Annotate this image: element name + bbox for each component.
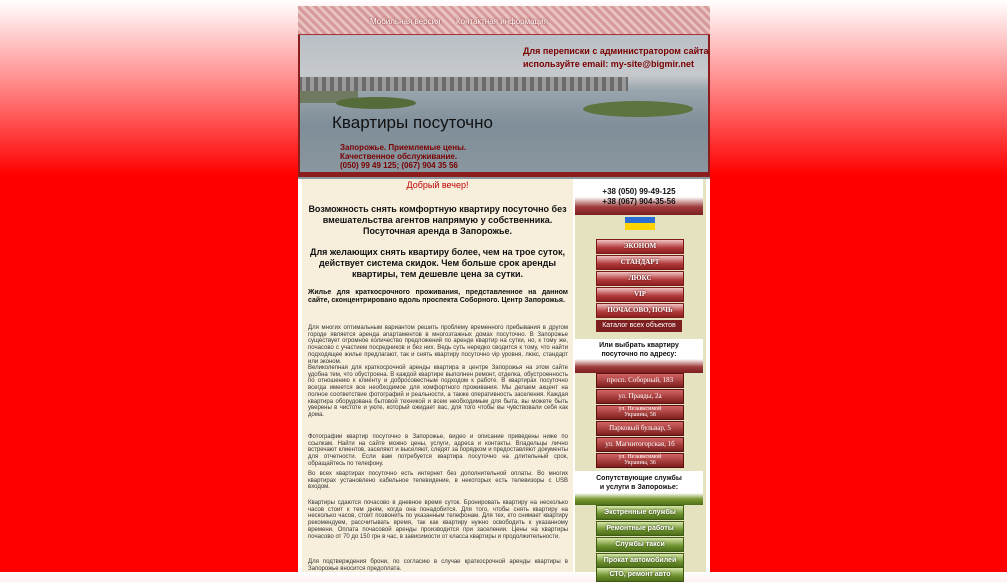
address-link[interactable]: просп. Соборный, 183 bbox=[596, 373, 684, 388]
menu-standard-button[interactable]: СТАНДАРТ bbox=[596, 255, 684, 270]
text-paragraph: Великолепная для краткосрочной аренды квартира в центре Запорожья на этом сайте удобна тем, что обустроена. В каждой квартире выполнен ремонт, отделка, обустроенность по отношению к клиенту и добросовестным подходом к работе. В квартирах посуточно всегда имеется все необходимое для комфортного проживания. Мы делаем акцент на полное соответствие фотографий и реальности, а также оперативность заселения. Каждая квартира оборудована бытовой техникой и всем необходимым для быта, вы можете быть уверены в чистоте и уюте, который ожидает вас, для того чтобы вы чувствовали себя как дома. bbox=[308, 365, 568, 418]
taxi-services-button[interactable]: Службы такси bbox=[596, 537, 684, 552]
address-link[interactable]: ул. Магнитогорская, 1б bbox=[596, 437, 684, 452]
contact-admin-text: Для переписки с администратором сайта bbox=[523, 46, 709, 56]
contact-info-link[interactable]: Контактная информация bbox=[456, 17, 548, 26]
banner-phones: (050) 99 49 125; (067) 904 35 56 bbox=[340, 161, 458, 170]
phone-1: +38 (050) 99-49-125 bbox=[602, 187, 676, 196]
page-wrapper bbox=[298, 6, 710, 578]
address-link[interactable]: ул. Правды, 2а bbox=[596, 389, 684, 404]
banner-subtitle-2: Качественное обслуживание. bbox=[340, 152, 458, 161]
mobile-version-link[interactable]: Мобильная версия bbox=[370, 17, 441, 26]
services-heading-2: и услуги в Запорожье: bbox=[599, 484, 679, 491]
address-heading-2: посуточно по адресу: bbox=[601, 351, 677, 358]
address-link[interactable] bbox=[596, 453, 684, 468]
address-link[interactable]: Парковый бульвар, 5 bbox=[596, 421, 684, 436]
text-paragraph: Фотографии квартир посуточно в Запорожье, видео и описание приведены ниже по ссылкам. Найти на сайте можно цены, услуги, адреса и контакты. Владельцы лично встречают клиентов, заселяют и выселяют, следят за порядком и предоставляют документы для отчетности. Если вам потребуется квартира посуточно на длительный срок, обращайтесь по телефону. bbox=[308, 434, 568, 467]
car-rental-button[interactable]: Прокат автомобилей bbox=[596, 553, 684, 568]
intro-paragraph: Жилье для краткосрочного проживания, представленное на данном сайте, сконцентрировано вдоль проспекта Соборного. Центр Запорожья. bbox=[308, 289, 568, 304]
divider bbox=[298, 172, 710, 176]
menu-hourly-button[interactable]: ПОЧАСОВО, ПОЧЬ bbox=[596, 303, 684, 318]
address-line: Украины, 36 bbox=[624, 460, 656, 466]
top-nav bbox=[298, 6, 710, 35]
banner-subtitle-1: Запорожье. Приемлемые цены. bbox=[340, 143, 467, 152]
address-heading-1: Или выбрать квартиру bbox=[599, 342, 679, 349]
services-heading-1: Сопутствующие службы bbox=[596, 475, 682, 482]
text-paragraph: Во всех квартирах посуточно есть интернет без дополнительной оплаты. Во многих квартирах установлено кабельное телевидение, в некоторых есть телевизоры с USB входом. bbox=[308, 471, 568, 491]
greeting: Добрый вечер! bbox=[406, 180, 469, 190]
address-link[interactable] bbox=[596, 405, 684, 420]
car-repair-button[interactable]: СТО, ремонт авто bbox=[596, 567, 684, 582]
repair-works-button[interactable]: Ремонтные работы bbox=[596, 521, 684, 536]
sidebar bbox=[575, 179, 706, 578]
text-paragraph: Квартиры сдаются почасово в дневное время суток. Бронировать квартиру на несколько часов стоит к тем дням, когда она понадобится. Для того, чтобы снять квартиру на несколько часов, стоит позвонить по указанным телефонам. Для тех, кто снимает квартиру рекомендуем, рассчитывать время, так как квартиру нужно освободить к указанному времени. Оплата почасовой аренды производится при заселении. Цены на квартиры почасово от 70 до 150 грн в час, в зависимости от класса квартиры и продолжительности. bbox=[308, 500, 568, 540]
address-line: Украины, 58 bbox=[624, 412, 656, 418]
header-banner bbox=[298, 35, 710, 179]
contact-email-text: используйте email: my-site@bigmir.net bbox=[523, 59, 695, 69]
menu-vip-button[interactable]: VIP bbox=[596, 287, 684, 302]
site-title: Квартиры посуточно bbox=[332, 113, 493, 132]
address-line: ул. Независимой bbox=[618, 406, 662, 412]
lead-paragraph-1: Возможность снять комфортную квартиру посуточно без вмешательства агентов напрямую у собственника. Посуточная аренда в Запорожье. bbox=[308, 204, 567, 236]
address-line: ул. Независимой bbox=[618, 454, 662, 460]
emergency-services-button[interactable]: Экстренные службы bbox=[596, 505, 684, 520]
phone-2: +38 (067) 904-35-56 bbox=[602, 197, 676, 206]
text-paragraph: Для многих оптимальным вариантом решить проблему временного пребывания в другом городе является аренда апартаментов в многоэтажных домах посуточно. В Запорожье существует огромное количество предложений по аренде квартир на сутки, но, к тому же, почасово с участием посредников и без них. Ведь суть нередко сводится к тому, что найти подходящее жилье предлагают, так и снять квартиру посуточно vip уровня, люкс, стандарт или эконом. bbox=[308, 325, 568, 365]
catalog-link[interactable]: Каталог всех объектов bbox=[596, 320, 682, 332]
text-paragraph: Для подтверждения брони, по согласию в случае краткосрочной аренды квартиры в Запорожье вносится предоплата. bbox=[308, 559, 568, 572]
main-content bbox=[302, 179, 573, 572]
menu-lux-button[interactable]: ЛЮКС bbox=[596, 271, 684, 286]
banner-frame bbox=[298, 35, 710, 177]
lead-paragraph-2: Для желающих снять квартиру более, чем на трое суток, действует система скидок. Чем больше срок аренды квартиры, тем дешевле цена за сутки. bbox=[310, 247, 565, 279]
menu-econom-button[interactable]: ЭКОНОМ bbox=[596, 239, 684, 254]
ukraine-flag-icon bbox=[625, 217, 655, 230]
